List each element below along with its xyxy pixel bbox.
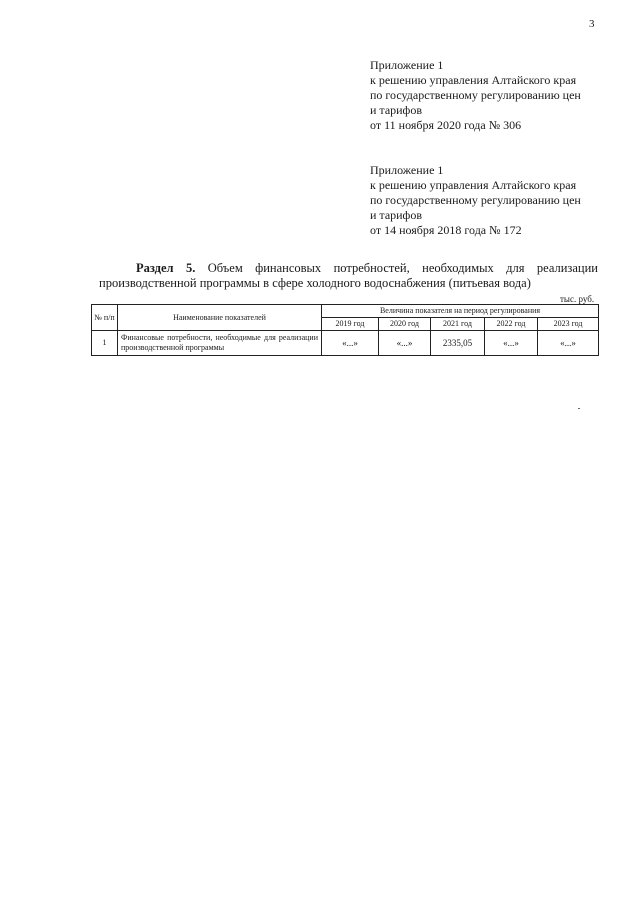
row-name: Финансовые потребности, необходимые для реализации производственной программы xyxy=(118,331,322,356)
section-title xyxy=(99,261,598,291)
table-row xyxy=(92,331,599,356)
header-period: Величина показателя на период регулирования xyxy=(322,305,599,318)
header-number: № п/п xyxy=(92,305,118,331)
appendix-line: от 11 ноября 2020 года № 306 xyxy=(370,118,522,132)
row-value: «...» xyxy=(379,331,431,356)
row-value: «...» xyxy=(538,331,599,356)
appendix-line: по государственному регулированию цен xyxy=(370,193,581,207)
row-number: 1 xyxy=(92,331,118,356)
appendix-line: к решению управления Алтайского края xyxy=(370,73,577,87)
appendix-line: от 14 ноября 2018 года № 172 xyxy=(370,223,522,237)
appendix-previous xyxy=(370,163,632,238)
appendix-line: к решению управления Алтайского края xyxy=(370,178,577,192)
financial-needs-table xyxy=(91,304,599,356)
header-year: 2019 год xyxy=(322,318,379,331)
appendix-line: по государственному регулированию цен xyxy=(370,88,581,102)
header-year: 2021 год xyxy=(431,318,485,331)
appendix-line: Приложение 1 xyxy=(370,163,444,177)
table-header-row xyxy=(92,305,599,318)
row-value: 2335,05 xyxy=(431,331,485,356)
units-label: тыс. руб. xyxy=(560,294,595,304)
header-indicator: Наименование показателей xyxy=(118,305,322,331)
scan-mark xyxy=(578,408,580,409)
section-heading-text: Объем финансовых потребностей, необходимых для реализации производственной программы в сфере холодного водоснабжения (питьевая вода) xyxy=(99,261,598,290)
page-number: 3 xyxy=(589,18,595,30)
appendix-line: и тарифов xyxy=(370,208,423,222)
header-year: 2022 год xyxy=(485,318,538,331)
section-label: Раздел 5. xyxy=(136,261,196,275)
header-year: 2020 год xyxy=(379,318,431,331)
row-value: «...» xyxy=(322,331,379,356)
header-year: 2023 год xyxy=(538,318,599,331)
appendix-line: Приложение 1 xyxy=(370,58,444,72)
appendix-current xyxy=(370,58,632,133)
appendix-line: и тарифов xyxy=(370,103,423,117)
row-value: «...» xyxy=(485,331,538,356)
